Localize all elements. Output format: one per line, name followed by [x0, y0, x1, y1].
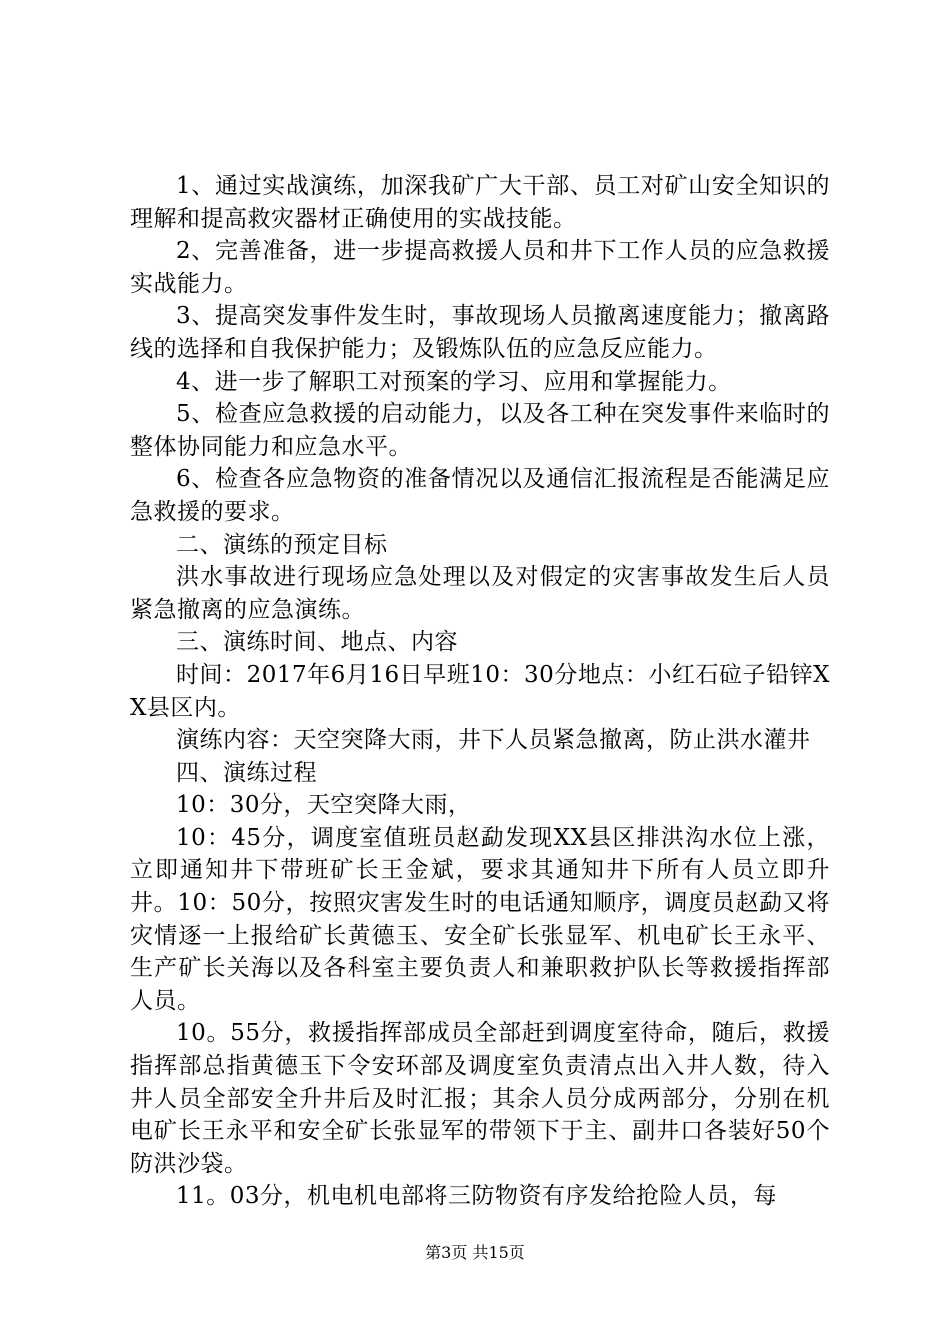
- paragraph-objective-1: 1、通过实战演练，加深我矿广大干部、员工对矿山安全知识的理解和提高救灾器材正确使用的实战技能。: [130, 173, 830, 232]
- paragraph-drill-content: 演练内容：天空突降大雨，井下人员紧急撤离，防止洪水灌井: [176, 727, 811, 754]
- section-heading-goals: 二、演练的预定目标: [176, 531, 388, 558]
- paragraph-objective-2: 2、完善准备，进一步提高救援人员和井下工作人员的应急救援实战能力。: [130, 238, 830, 297]
- document-body: [130, 170, 830, 1213]
- page-footer: 第3页 共15页: [425, 1243, 525, 1262]
- paragraph-objective-6: 6、检查各应急物资的准备情况以及通信汇报流程是否能满足应急救援的要求。: [130, 466, 830, 525]
- paragraph-objective-5: 5、检查应急救援的启动能力，以及各工种在突发事件来临时的整体协同能力和应急水平。: [130, 401, 830, 460]
- paragraph-process-1055: 10。55分，救援指挥部成员全部赶到调度室待命，随后，救援指挥部总指黄德玉下令安环部及调度室负责清点出入井人数，待入井人员全部安全升井后及时汇报；其余人员分成两部分，分别在机电矿长王永平和安全矿长张显军的带领下于主、副井口各装好50个防洪沙袋。: [130, 1020, 830, 1177]
- paragraph-process-1045: 10：45分，调度室值班员赵勐发现XX县区排洪沟水位上涨，立即通知井下带班矿长王金斌，要求其通知井下所有人员立即升井。10：50分，按照灾害发生时的电话通知顺序，调度员赵勐又将灾情逐一上报给矿长黄德玉、安全矿长张显军、机电矿长王永平、生产矿长关海以及各科室主要负责人和兼职救护队长等救援指挥部人员。: [130, 824, 830, 1014]
- paragraph-process-1103: 11。03分，机电机电部将三防物资有序发给抢险人员，每: [176, 1183, 778, 1210]
- section-heading-time-place: 三、演练时间、地点、内容: [176, 629, 458, 656]
- section-heading-process: 四、演练过程: [176, 759, 317, 786]
- paragraph-objective-3: 3、提高突发事件发生时，事故现场人员撤离速度能力；撤离路线的选择和自我保护能力；及锻炼队伍的应急反应能力。: [130, 303, 830, 362]
- paragraph-time-place: 时间：2017年6月16日早班10：30分地点：小红石砬子铅锌XX县区内。: [130, 661, 830, 721]
- paragraph-process-1030: 10：30分，天空突降大雨，: [176, 792, 472, 819]
- paragraph-objective-4: 4、进一步了解职工对预案的学习、应用和掌握能力。: [176, 368, 732, 395]
- paragraph-goals: 洪水事故进行现场应急处理以及对假定的灾害事故发生后人员紧急撤离的应急演练。: [130, 564, 830, 623]
